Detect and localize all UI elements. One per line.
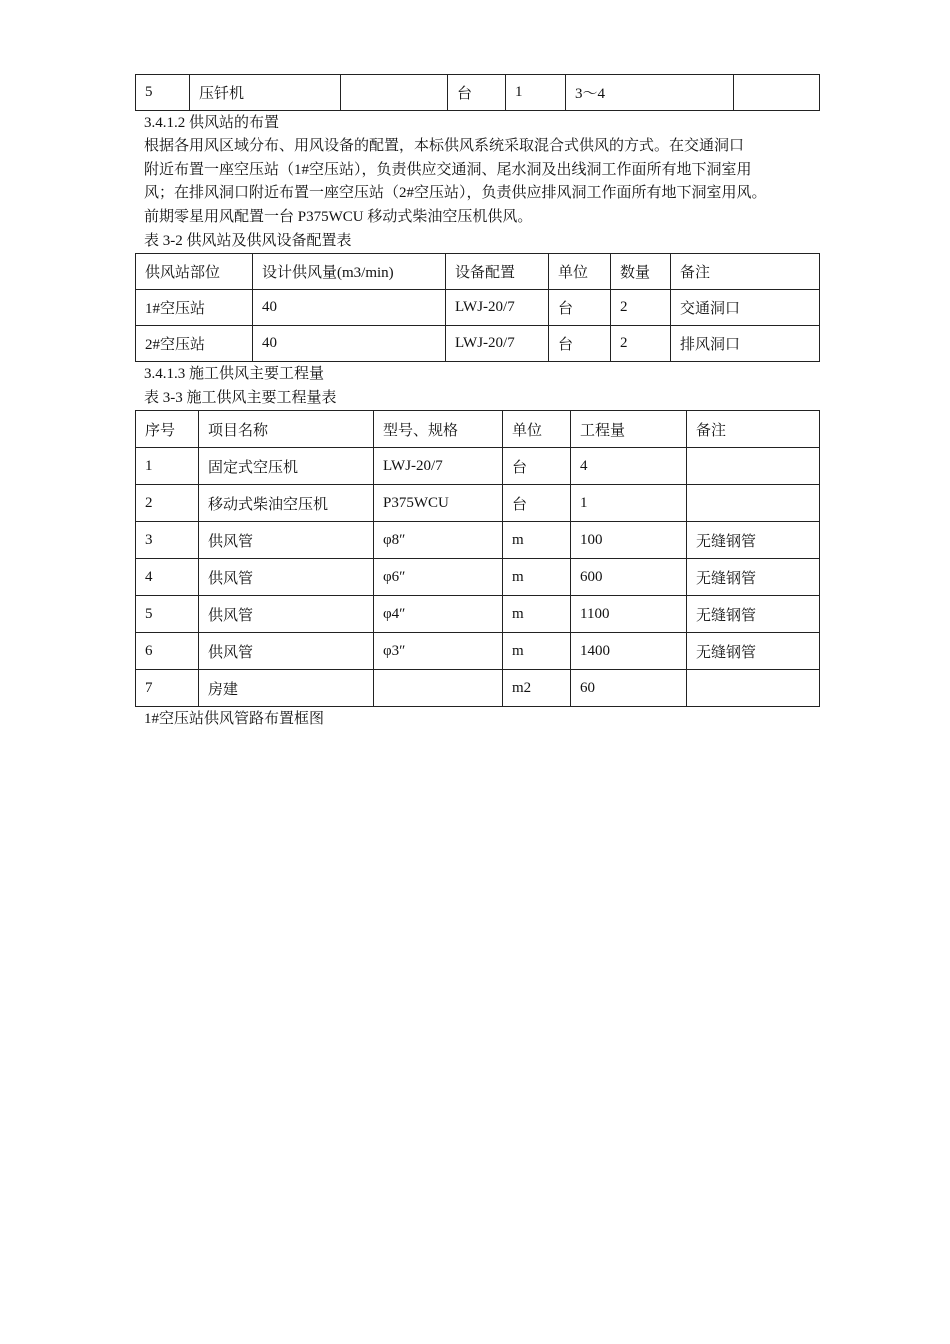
- table-row: [136, 633, 820, 670]
- column-header: 数量: [611, 254, 671, 290]
- column-header: 供风站部位: [136, 254, 253, 290]
- column-header: 单位: [503, 411, 571, 448]
- document-page: [135, 74, 819, 731]
- table-cell: 无缝钢管: [687, 596, 820, 633]
- table-cell: 台: [549, 290, 611, 326]
- body-paragraph: [135, 135, 819, 229]
- table-cell: m: [503, 596, 571, 633]
- table-cell: 100: [571, 522, 687, 559]
- table-cell: 5: [136, 75, 190, 111]
- table-cell: 交通洞口: [671, 290, 820, 326]
- table-row: [136, 596, 820, 633]
- table-row: [136, 670, 820, 707]
- table-cell: 2: [611, 326, 671, 362]
- table-cell: 固定式空压机: [199, 448, 374, 485]
- table-cell: 2: [611, 290, 671, 326]
- table-cell: φ4″: [374, 596, 503, 633]
- table-row: [136, 326, 820, 362]
- table-cell: 供风管: [199, 633, 374, 670]
- column-header: 备注: [687, 411, 820, 448]
- column-header: 序号: [136, 411, 199, 448]
- table-cell: [687, 485, 820, 522]
- table-cell: P375WCU: [374, 485, 503, 522]
- section-heading: 3.4.1.2 供风站的布置: [144, 115, 280, 131]
- air-station-config-table: [135, 253, 820, 362]
- column-header: 备注: [671, 254, 820, 290]
- table-row: [136, 485, 820, 522]
- table-cell: 排风洞口: [671, 326, 820, 362]
- section-heading: 3.4.1.3 施工供风主要工程量: [144, 366, 325, 382]
- table-caption: 表 3-3 施工供风主要工程量表: [144, 390, 337, 406]
- table-cell: [687, 670, 820, 707]
- table-cell: 1#空压站: [136, 290, 253, 326]
- table-cell: 供风管: [199, 559, 374, 596]
- table-row: [136, 75, 820, 111]
- table-cell: LWJ-20/7: [446, 326, 549, 362]
- table-cell: 供风管: [199, 596, 374, 633]
- column-header: 设备配置: [446, 254, 549, 290]
- paragraph-line: 根据各用风区域分布、用风设备的配置，本标供风系统采取混合式供风的方式。在交通洞口: [144, 138, 745, 154]
- table-cell: φ8″: [374, 522, 503, 559]
- table-cell: [374, 670, 503, 707]
- table-cell: 无缝钢管: [687, 633, 820, 670]
- table-cell: 7: [136, 670, 199, 707]
- table-cell: 2: [136, 485, 199, 522]
- table-cell: 供风管: [199, 522, 374, 559]
- air-supply-quantities-table: [135, 410, 820, 707]
- table-cell: m: [503, 559, 571, 596]
- table-cell: 40: [253, 290, 446, 326]
- table-header-row: [136, 254, 820, 290]
- table-cell: 600: [571, 559, 687, 596]
- column-header: 工程量: [571, 411, 687, 448]
- paragraph-line: 风；在排风洞口附近布置一座空压站（2#空压站），负责供应排风洞工作面所有地下洞室用风。: [144, 185, 767, 201]
- table-cell: φ6″: [374, 559, 503, 596]
- table-row: [136, 559, 820, 596]
- table-cell: [734, 75, 820, 111]
- table-cell: m: [503, 633, 571, 670]
- table-cell: 1: [136, 448, 199, 485]
- table-cell: 台: [549, 326, 611, 362]
- table-caption: 表 3-2 供风站及供风设备配置表: [144, 233, 352, 249]
- table-cell: 1: [506, 75, 566, 111]
- column-header: 项目名称: [199, 411, 374, 448]
- figure-caption: 1#空压站供风管路布置框图: [144, 711, 325, 727]
- table-cell: 2#空压站: [136, 326, 253, 362]
- table-cell: 1400: [571, 633, 687, 670]
- table-cell: 6: [136, 633, 199, 670]
- table-cell: m2: [503, 670, 571, 707]
- paragraph-line: 附近布置一座空压站（1#空压站），负责供应交通洞、尾水洞及出线洞工作面所有地下洞室用: [144, 161, 752, 178]
- equipment-table-continued: [135, 74, 820, 111]
- table-row: [136, 448, 820, 485]
- column-header: 设计供风量(m3/min): [253, 254, 446, 290]
- table-cell: 1100: [571, 596, 687, 633]
- table-cell: 4: [136, 559, 199, 596]
- paragraph-line: 前期零星用风配置一台 P375WCU 移动式柴油空压机供风。: [144, 208, 533, 225]
- table-cell: 5: [136, 596, 199, 633]
- table-cell: LWJ-20/7: [446, 290, 549, 326]
- table-cell: 1: [571, 485, 687, 522]
- table-cell: m: [503, 522, 571, 559]
- table-cell: 3: [136, 522, 199, 559]
- column-header: 型号、规格: [374, 411, 503, 448]
- table-cell: 60: [571, 670, 687, 707]
- table-cell: 台: [448, 75, 506, 111]
- table-cell: 台: [503, 485, 571, 522]
- table-cell: 移动式柴油空压机: [199, 485, 374, 522]
- table-cell: 房建: [199, 670, 374, 707]
- table-row: [136, 290, 820, 326]
- table-cell: 台: [503, 448, 571, 485]
- table-cell: 40: [253, 326, 446, 362]
- table-cell: 无缝钢管: [687, 522, 820, 559]
- table-cell: LWJ-20/7: [374, 448, 503, 485]
- table-cell: 4: [571, 448, 687, 485]
- table-cell: 3～4: [566, 75, 734, 111]
- table-row: [136, 522, 820, 559]
- table-cell: 无缝钢管: [687, 559, 820, 596]
- table-cell: 压钎机: [190, 75, 341, 111]
- table-cell: [341, 75, 448, 111]
- table-cell: [687, 448, 820, 485]
- table-cell: φ3″: [374, 633, 503, 670]
- table-header-row: [136, 411, 820, 448]
- column-header: 单位: [549, 254, 611, 290]
